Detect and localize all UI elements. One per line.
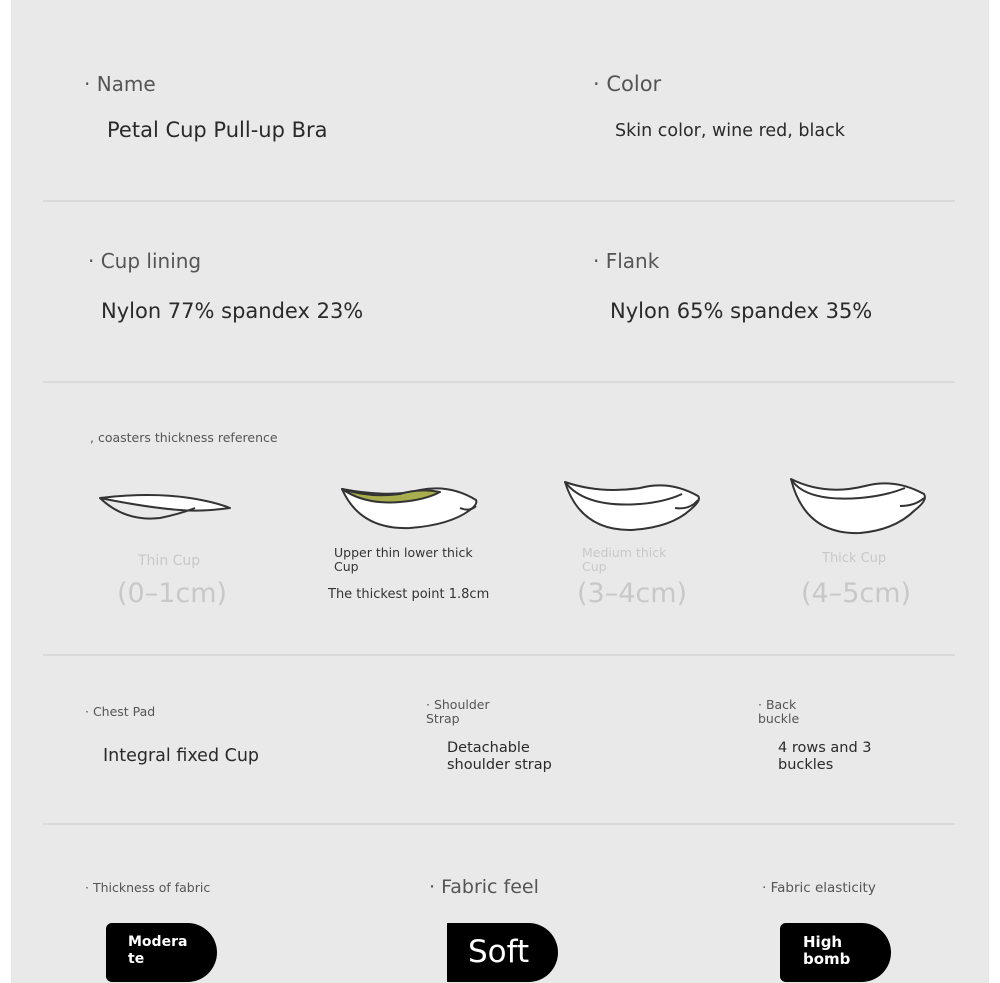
fabric-feel-value: Soft xyxy=(468,934,530,970)
fabric-thickness-badge xyxy=(106,923,217,982)
back-buckle-label: · Back buckle xyxy=(758,697,800,726)
back-buckle-value: 4 rows and 3 buckles xyxy=(778,740,872,773)
cup-2-name: Upper thin lower thick Cup xyxy=(334,545,473,574)
shoulder-strap-value: Detachable shoulder strap xyxy=(447,740,552,773)
thickness-reference-label: , coasters thickness reference xyxy=(90,430,278,445)
cup-3-name: Medium thick Cup xyxy=(582,545,667,574)
color-value: Skin color, wine red, black xyxy=(615,121,845,141)
thick-cup-illustration xyxy=(791,479,925,533)
cup-2-range: The thickest point 1.8cm xyxy=(328,587,490,602)
fabric-feel-label: · Fabric feel xyxy=(429,876,539,898)
fabric-elasticity-value: High bomb xyxy=(803,933,851,968)
fabric-feel-badge xyxy=(447,923,558,982)
divider-4 xyxy=(43,823,955,825)
cup-lining-label: · Cup lining xyxy=(88,249,202,273)
divider-3 xyxy=(43,654,955,656)
thin-cup-illustration xyxy=(100,495,230,519)
color-label: · Color xyxy=(593,72,662,96)
fabric-elasticity-label: · Fabric elasticity xyxy=(762,880,876,896)
divider-2 xyxy=(43,381,955,383)
name-value: Petal Cup Pull-up Bra xyxy=(107,118,328,142)
upper-thin-lower-thick-cup-illustration xyxy=(342,488,476,528)
cup-1-name: Thin Cup xyxy=(138,553,201,569)
cup-4-name: Thick Cup xyxy=(822,551,887,566)
divider-1 xyxy=(43,200,955,202)
cup-lining-value: Nylon 77% spandex 23% xyxy=(101,299,364,323)
cup-3-range: (3–4cm) xyxy=(577,578,688,609)
medium-thick-cup-illustration xyxy=(565,482,699,530)
fabric-thickness-label: · Thickness of fabric xyxy=(85,880,211,895)
shoulder-strap-label: · Shoulder Strap xyxy=(426,697,490,726)
fabric-thickness-value: Moderate xyxy=(128,934,188,967)
cup-1-range: (0–1cm) xyxy=(117,578,228,609)
cup-illustrations xyxy=(0,470,1000,550)
chest-pad-value: Integral fixed Cup xyxy=(103,746,260,766)
flank-value: Nylon 65% spandex 35% xyxy=(610,299,873,323)
chest-pad-label: · Chest Pad xyxy=(85,704,156,719)
fabric-elasticity-badge xyxy=(780,923,891,982)
name-label: · Name xyxy=(84,72,156,96)
flank-label: · Flank xyxy=(593,249,660,273)
cup-4-range: (4–5cm) xyxy=(801,578,912,609)
